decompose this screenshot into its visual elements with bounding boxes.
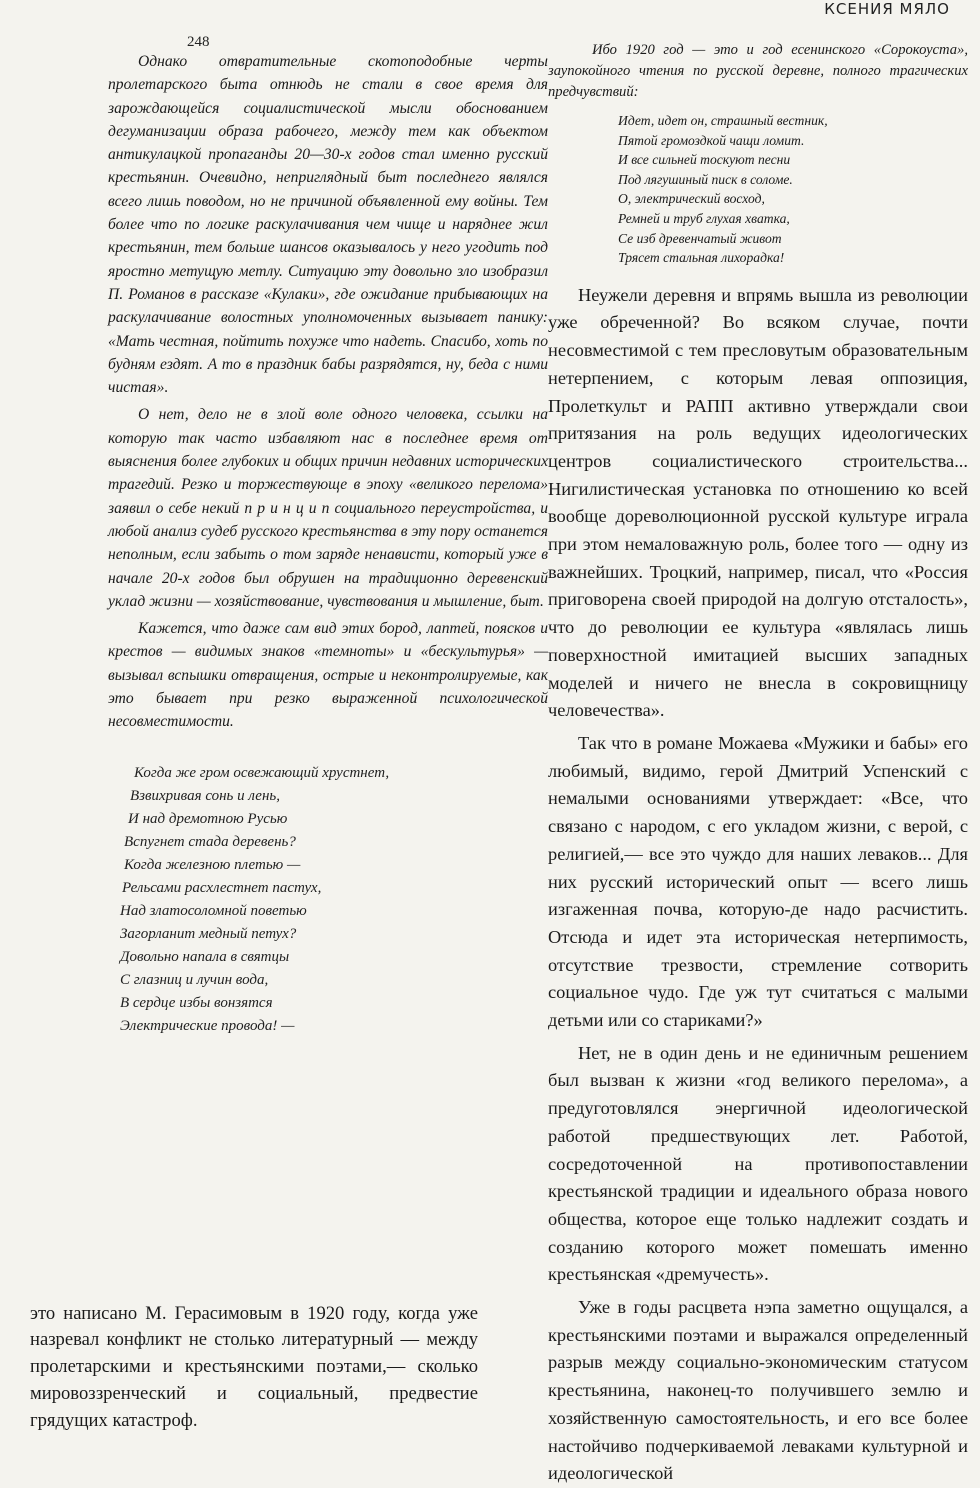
poem-line: Над златосоломной поветью — [120, 902, 307, 919]
poem-line: В сердце избы вонзятся — [120, 994, 273, 1011]
running-head: КСЕНИЯ МЯЛО — [824, 0, 950, 18]
poem-line: Когда же гром освежающий хрустнет, — [134, 764, 390, 781]
left-paragraph: Однако отвратительные скотоподобные черты пролетарского быта отнюдь не стали в свое время для зарождающейся социалистической мысли обоснованием дегуманизации образа рабочего, между тем как объектом антикулацкой пропаганды 20—30-х годов стал именно русский крестьянин. Очевидно, неприглядный быт последнего являлся всего лишь поводом, но не причиной объявленной ему войны. Тем более что по логике раскулачивания чем чище и наряднее жил крестьянин, тем больше шансов оказывалось у него угодить под яростно метущую метлу. Ситуацию эту довольно зло изобразил П. Романов в рассказе «Кулаки», где ожидание прибывающих на раскулачивание волостных уполномоченных вызывает панику: «Мать честная, пойтить похуже что надеть. Спасибо, хоть по будням ездят. А то в праздник бабы разрядятся, ну, беда с ними чистая». — [108, 53, 548, 397]
poem-line: Ремней и труб глухая хватка, — [618, 210, 790, 226]
left-paragraph: О нет, дело не в злой воле одного человека, ссылки на которую так часто избавляют нас в последнее время от выяснения более глубоких и общих причин недавних исторических трагедий. Резко и торжествующе в эпоху «великого перелома» заявил о себе некий п р и н ц и п социального переустройства, и любой анализ судеб русского крестьянства в эту пору останется неполным, если забыть о том заряде ненависти, который уже в начале 20-х годов был обрушен на традиционно деревенский уклад жизни — хозяйствование, чувствования и мышление, быт. — [108, 406, 548, 610]
poem-line: Электрические провода! — — [120, 1017, 295, 1034]
left-paragraph: Кажется, что даже сам вид этих бород, лаптей, поясков и крестов — видимых знаков «темноты» и «бескультурья» — вызывал вспышки отвращения, острые и неконтролируемые, как это бывает при резко выраженной психологической несовместимости. — [108, 620, 548, 731]
gerasimov-poem — [120, 762, 548, 1038]
left-closing-paragraph: это написано М. Герасимовым в 1920 году, когда уже назревал конфликт не столько литературный — между пролетарскими и крестьянскими поэтами,— сколько мировоззренческий и социальный, предвестие грядущих катастроф. — [30, 1302, 478, 1431]
poem-line: О, электрический восход, — [618, 191, 765, 207]
right-paragraph: Уже в годы расцвета нэпа заметно ощущался, а крестьянскими поэтами и выражался определенный разрыв между социально-экономическим статусом крестьянина, наконец-то получившего землю и хозяйственную самостоятельность, и его все более настойчиво подчеркиваемой леваками культурной и идеологической — [548, 1297, 968, 1484]
poem-line: Вспугнет стада деревень? — [124, 833, 296, 850]
poem-line: И все сильней тоскуют песни — [618, 152, 791, 168]
right-paragraph: Так что в романе Можаева «Мужики и бабы» его любимый, видимо, герой Дмитрий Успенский с немалыми основаниями утверждает: «Все, что связано с народом, с его укладом жизни, с верой, с религией,— все это чуждо для наших леваков... Для них русский исторический опыт — всего лишь изгаженная почва, которую-де надо расчистить. Отсюда и идет эта историческая нетерпимость, отсутствие трезвости, стремление сотворить социальное чудо. Где уж тут считаться с малыми детьми или со стариками?» — [548, 733, 968, 1031]
poem-line: Под лягушиный писк в соломе. — [618, 171, 793, 187]
poem-line: Довольно напала в святцы — [120, 948, 290, 965]
left-column — [108, 50, 548, 1038]
page-number: 248 — [187, 34, 210, 50]
poem-line: Рельсами расхлестнет пастух, — [122, 879, 322, 896]
poem-line: И над дремотною Русью — [128, 810, 288, 827]
poem-line: Взвихривая сонь и лень, — [130, 787, 280, 804]
poem-line: Пятой громоздкой чащи ломит. — [618, 132, 805, 148]
poem-line: Се изб древенчатый живот — [618, 230, 782, 246]
poem-line: Когда железною плетью — — [124, 856, 301, 873]
right-paragraph: Нет, не в один день и не единичным решением был вызван к жизни «год великого перелома», а предуготовлялся энергичной идеологической работой предшествующих лет. Работой, сосредоточенной на противопоставлении крестьянской традиции и идеального образа нового общества, которое еще только надлежит создать и созданию которого может помешать именно крестьянская «дремучесть». — [548, 1042, 968, 1285]
right-body — [548, 282, 968, 1488]
right-paragraph: Неужели деревня и впрямь вышла из революции уже обреченной? Во всяком случае, почти несовместимой с тем пресловутым образовательным нетерпением, с которым левая оппозиция, Пролеткульт и РАПП активно утверждали свои притязания на роль ведущих идеологических центров социалистического строительства... Нигилистическая установка по отношению ко всей вообще дореволюционной русской культуре играла при этом немаловажную роль, более того — одну из важнейших. Троцкий, например, писал, что «Россия приговорена своей природой на долгую отсталость», что до революции ее культура «являлась лишь поверхностной имитацией высших западных моделей и ничего не внесла в сокровищницу человечества». — [548, 284, 968, 721]
poem-line: Идет, идет он, страшный вестник, — [618, 113, 828, 128]
right-column — [548, 40, 968, 1488]
esenin-poem — [618, 111, 968, 268]
poem-line: Трясет стальная лихорадка! — [618, 250, 785, 266]
poem-line: С глазниц и лучин вода, — [120, 971, 269, 988]
right-intro-paragraph: Ибо 1920 год — это и год есенинского «Сорокоуста», заупокойного чтения по русской деревне, полного трагических предчувствий: — [548, 42, 968, 100]
poem-line: Загорланит медный петух? — [120, 925, 297, 942]
